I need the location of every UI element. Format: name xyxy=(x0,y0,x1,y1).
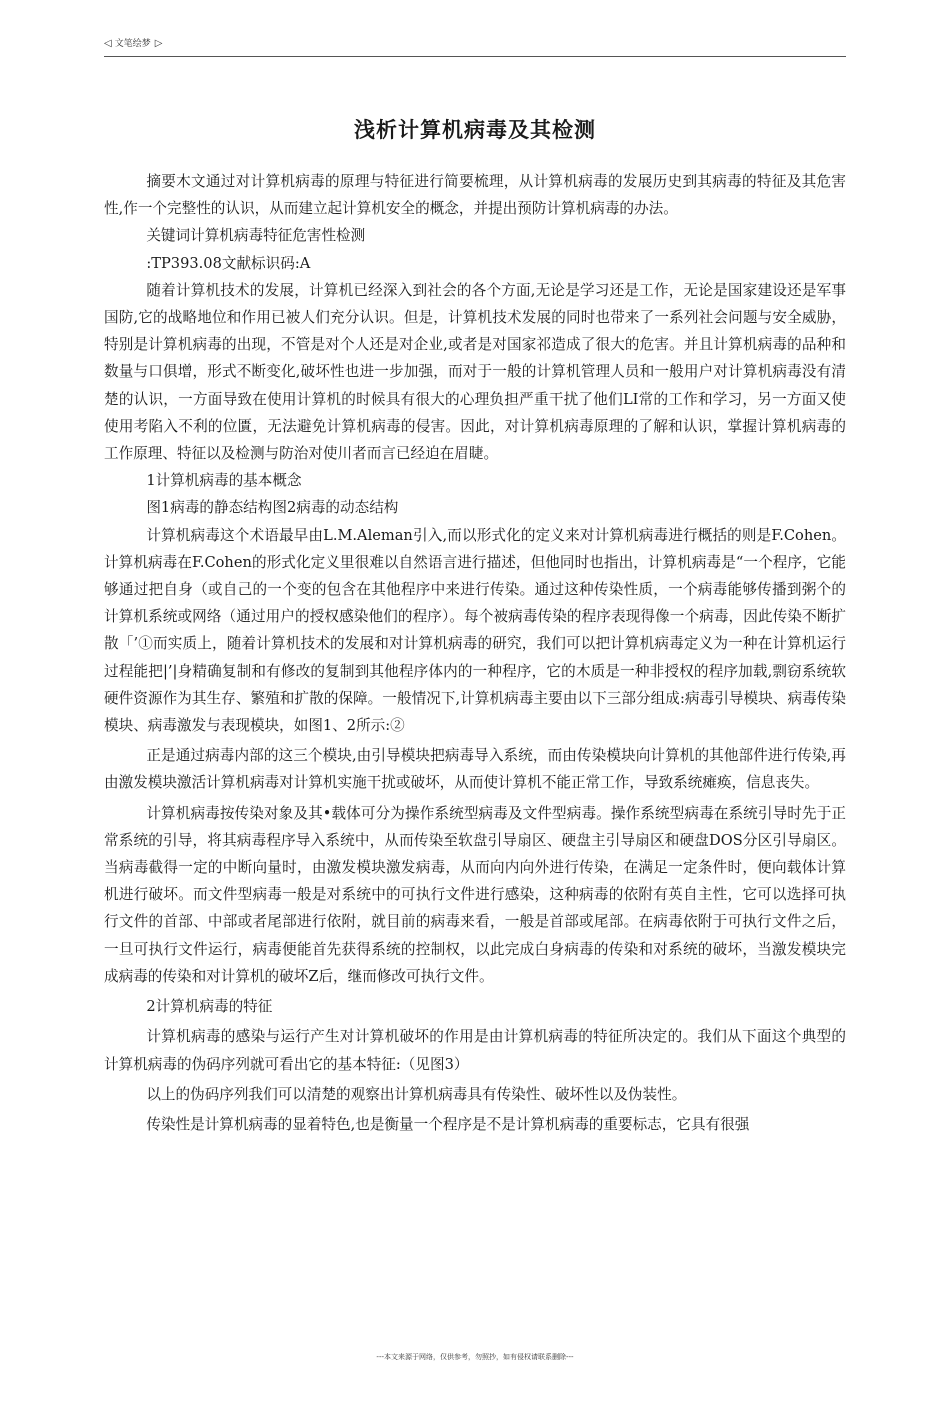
section-heading: 2计算机病毒的特征 xyxy=(146,998,273,1016)
figure-caption: 图1病毒的静态结构图2病毒的动态结构 xyxy=(146,499,399,517)
section-heading: 1计算机病毒的基本概念 xyxy=(146,472,302,490)
right-triangle-icon: ▷ xyxy=(154,38,163,49)
body-paragraph: 计算机病毒的感染与运行产生对计算机破坏的作用是由计算机病毒的特征所决定的。我们从下面这个典型的计算机病毒的伪码序列就可看出它的基本特征:（见图3） xyxy=(104,1028,846,1073)
body-paragraph: 计算机病毒这个术语最早由L.M.Aleman引入,而以形式化的定义来对计算机病毒进行概括的则是F.Cohen。计算机病毒在F.Cohen的形式化定义里很难以自然语言进行描述，但他同时也指出，计算机病毒是“一个程序，它能够通过把自身（或自己的一个变的包含在其他程序中来进行传染。通过这种传染性质，一个病毒能够传播到粥个的计算机系统或网络（通过用户的授权感染他们的程序）。每个被病毒传染的程序表现得像一个病毒，因此传染不断扩散「’①而实质上，随着计算机技术的发展和对计算机病毒的研究，我们可以把计算机病毒定义为一种在计算机运行过程能把|’|身精确复制和有修改的复制到其他程序体内的一种程序，它的木质是一种非授权的程序加载,剽窃系统软硬件资源作为其生存、繁殖和扩散的保障。一般情况下,计算机病毒主要由以下三部分组成:病毒引导模块、病毒传染模块、病毒激发与表现模块，如图1、2所示:② xyxy=(104,526,846,735)
body-paragraph: 计算机病毒按传染对象及其•载体可分为操作系统型病毒及文件型病毒。操作系统型病毒在系统引导时先于正常系统的引导，将其病毒程序导入系统中，从而传染至软盘引导扇区、硬盘主引导扇区和硬盘DOS分区引导扇区。当病毒截得一定的中断向量时，由激发模块激发病毒，从而向内向外进行传染，在满足一定条件时，便向载体计算机进行破坏。而文件型病毒一般是对系统中的可执行文件进行感染，这种病毒的依附有英自主性，它可以选择可执行文件的首部、中部或者尾部进行依附，就目前的病毒来看，一般是首部或尾部。在病毒依附于可执行文件之后，一旦可执行文件运行，病毒便能首先获得系统的控制权，以此完成白身病毒的传染和对系统的破坏，当激发模块完成病毒的传染和对计算机的破坏Z后，继而修改可执行文件。 xyxy=(104,804,846,985)
page-header xyxy=(104,38,846,57)
header-name: 文笔绘梦 xyxy=(114,39,151,49)
abstract-paragraph: 摘要木文通过对计算机病毒的原理与特征进行简要梳理，从计算机病毒的发展历史到其病毒的特征及其危害性,作一个完整性的认识，从而建立起计算机安全的概念，并提出预防计算机病毒的办法。 xyxy=(104,173,846,218)
body-paragraph: 随着计算机技术的发展，计算机已经深入到社会的各个方面,无论是学习还是工作，无论是国家建设还是军事国防,它的战略地位和作用已被人们充分认识。但是，计算机技术发展的同时也带来了一系列社会问题与安全威胁，特别是计算机病毒的出现，不管是对个人还是对企业,或者是对国家祁造成了很大的危害。并且计算机病毒的品种和数量与口俱增，形式不断变化,破坏性也进一步加强，而对于一般的计算机管理人员和一般用户对计算机病毒没有清楚的认识，一方面导致在使用计算机的时候具有很大的心理负担严重干扰了他们LI常的工作和学习，另一方面又使使用考陷入不利的位匱，无法避免计算机病毒的侵害。因此，对计算机病毒原理的了解和认识，掌握计算机病毒的工作原理、特征以及检测与防治对使川者而言已经迫在眉睫。 xyxy=(104,281,846,463)
left-triangle-icon: ◁ xyxy=(104,38,112,49)
body-paragraph: 正是通过病毒内部的这三个模块,由引导模块把病毒导入系统，而由传染模块向计算机的其他部件进行传染,再由激发模块激活计算机病毒对计算机实施干扰或破坏，从而使计算机不能正常工作，导致系统瘫痪，信息丧失。 xyxy=(104,747,846,792)
keywords-line: 关键词计算机病毒特征危害性检测 xyxy=(146,227,366,245)
classification-line: :TP393.08文献标识码:A xyxy=(146,254,311,272)
body-paragraph: 传染性是计算机病毒的显着特色,也是衡量一个程序是不是计算机病毒的重要标志，它具有很强 xyxy=(146,1115,750,1133)
document-title: 浅析计算机病毒及其检测 xyxy=(354,118,596,142)
document-body xyxy=(104,168,846,1138)
page-footer: ---本文来源于网络，仅供参考，勿照抄，如有侵权请联系删除--- xyxy=(376,1353,574,1361)
body-paragraph: 以上的伪码序列我们可以清楚的观察出计算机病毒具有传染性、破坏性以及伪装性。 xyxy=(146,1085,687,1103)
